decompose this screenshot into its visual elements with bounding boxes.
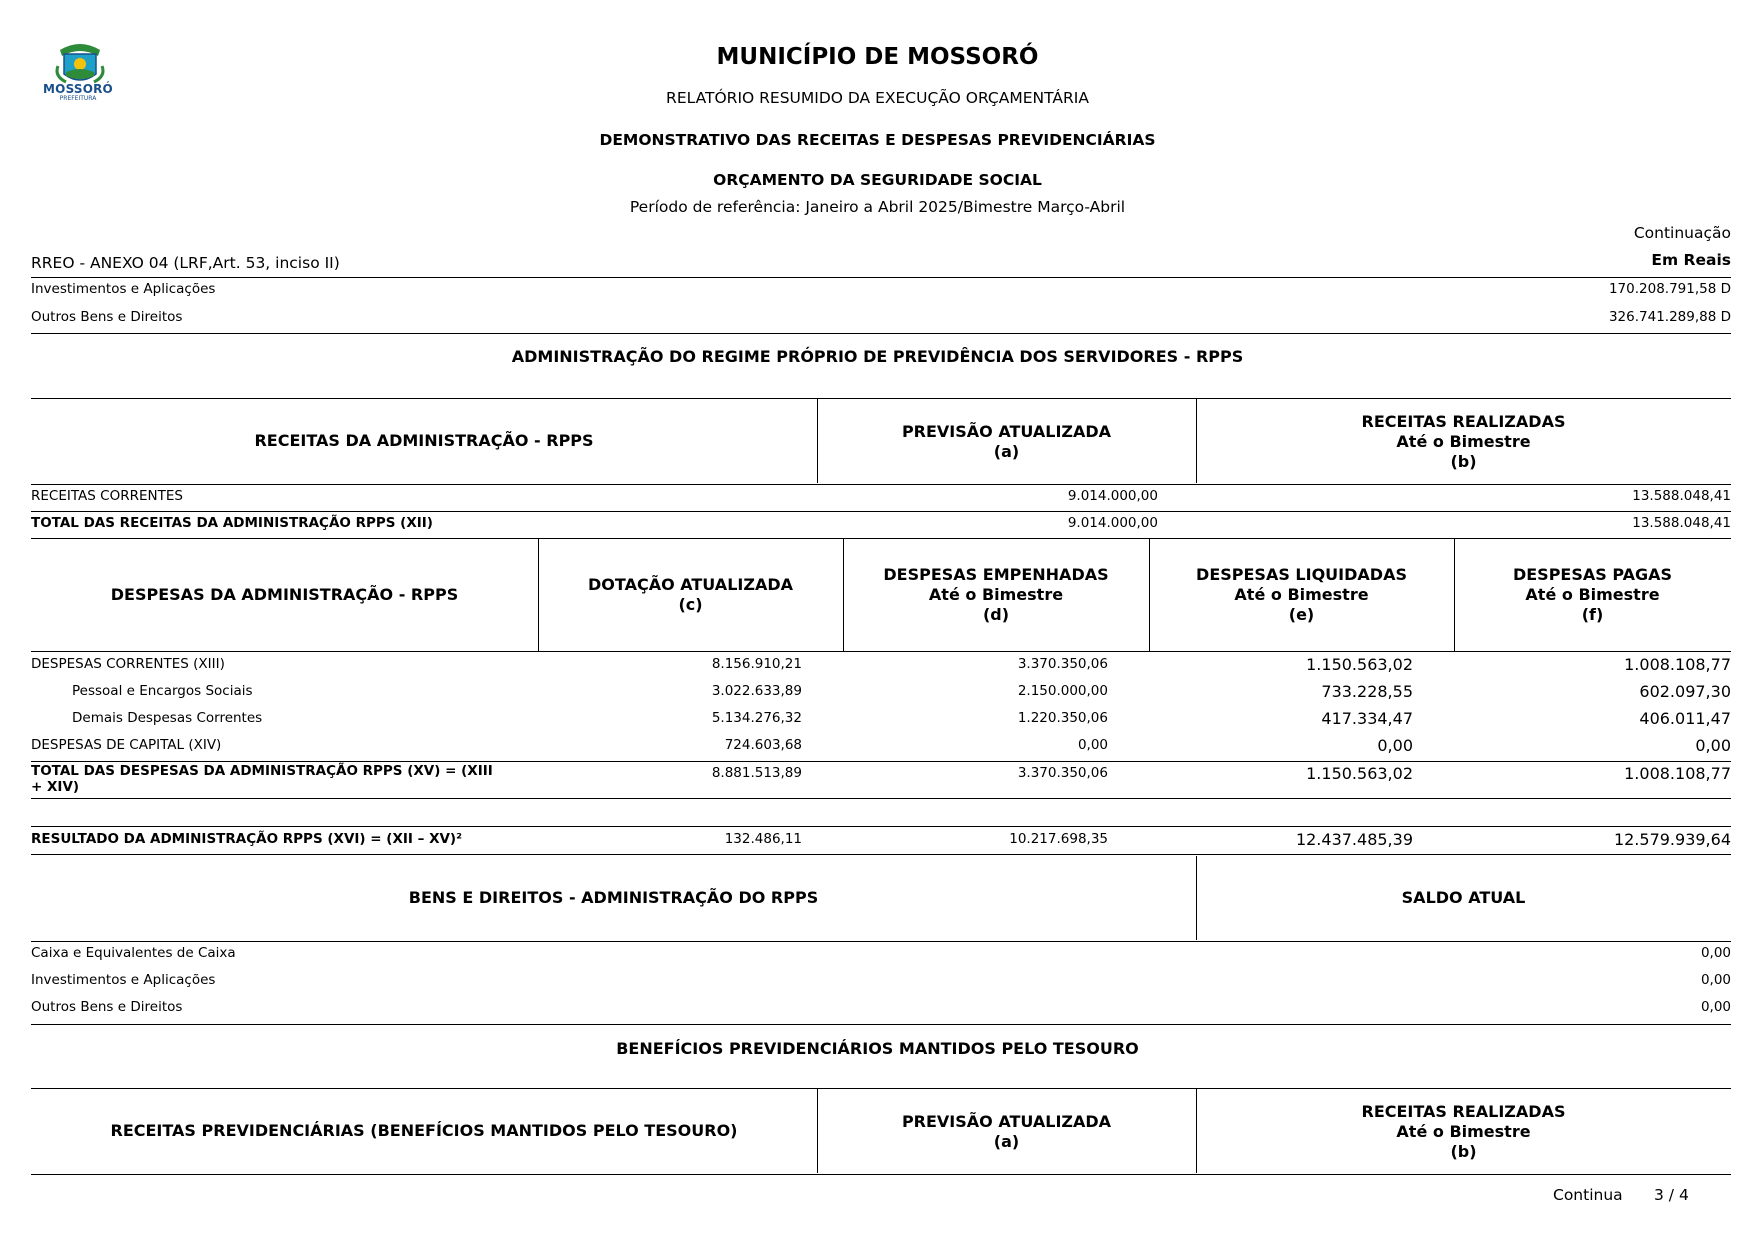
table-cell: 733.228,55 [1321,682,1413,701]
continuation-label: Continuação [1633,224,1731,242]
divider [31,484,1731,485]
table-cell: 1.150.563,02 [1306,764,1413,783]
table-cell: 0,00 [1700,945,1731,961]
expense-allocation-header: DOTAÇÃO ATUALIZADA (c) [588,575,793,614]
table-cell: 13.588.048,41 [1632,488,1731,504]
result-label: RESULTADO DA ADMINISTRAÇÃO RPPS (XVI) = (XII – XV)² [31,831,463,847]
revenue-realized-header: RECEITAS REALIZADAS Até o Bimestre (b) [1361,412,1566,471]
divider [31,941,1731,942]
revenue-col1-header: RECEITAS DA ADMINISTRAÇÃO - RPPS [254,431,594,450]
table-cell: 0,00 [1077,737,1108,753]
divider [31,651,1731,652]
table-row-label: DESPESAS DE CAPITAL (XIV) [31,737,222,753]
table-cell: 3.370.350,06 [1017,656,1108,672]
table-cell: 1.008.108,77 [1624,764,1731,783]
table-cell: 9.014.000,00 [1067,515,1158,531]
expense-col1-header: DESPESAS DA ADMINISTRAÇÃO - RPPS [110,585,459,604]
unit-label: Em Reais [1651,251,1731,269]
table-cell: 1.150.563,02 [1306,655,1413,674]
table-row-label: Investimentos e Aplicações [31,972,216,988]
table-cell: 602.097,30 [1639,682,1731,701]
table-cell: 8.156.910,21 [711,656,802,672]
table-row-label: RECEITAS CORRENTES [31,488,183,504]
table-cell: 12.437.485,39 [1295,830,1413,849]
table-row-label: Caixa e Equivalentes de Caixa [31,945,236,961]
table-cell: 406.011,47 [1639,709,1731,728]
table-cell: 1.220.350,06 [1017,710,1108,726]
page-number: 3 / 4 [1654,1186,1689,1204]
table-cell: 10.217.698,35 [1009,831,1108,847]
divider [31,854,1731,855]
table-cell: 3.370.350,06 [1017,765,1108,781]
expense-settled-header: DESPESAS LIQUIDADAS Até o Bimestre (e) [1196,565,1407,624]
table-cell: 12.579.939,64 [1613,830,1731,849]
table-row-label: TOTAL DAS RECEITAS DA ADMINISTRAÇÃO RPPS (XII) [31,515,433,531]
municipality-title: MUNICÍPIO DE MOSSORÓ [716,44,1039,70]
table-cell: 0,00 [1700,999,1731,1015]
table-cell: 2.150.000,00 [1017,683,1108,699]
assets-col1-header: BENS E DIREITOS - ADMINISTRAÇÃO DO RPPS [408,888,819,907]
divider [31,1024,1731,1025]
revenue-forecast-header: PREVISÃO ATUALIZADA (a) [901,422,1112,461]
carry-row-value: 326.741.289,88 D [1608,309,1731,325]
table-row-label: Outros Bens e Direitos [31,999,183,1015]
logo-text: MOSSORÓ [43,82,113,96]
budget-title: ORÇAMENTO DA SEGURIDADE SOCIAL [713,171,1042,189]
table-cell: 724.603,68 [724,737,802,753]
treasury-forecast-header: PREVISÃO ATUALIZADA (a) [901,1112,1112,1151]
report-title: RELATÓRIO RESUMIDO DA EXECUÇÃO ORÇAMENTÁRIA [666,89,1089,107]
carry-row-label: Investimentos e Aplicações [31,281,216,297]
divider [31,798,1731,799]
treasury-realized-header: RECEITAS REALIZADAS Até o Bimestre (b) [1361,1102,1566,1161]
table-cell: 0,00 [1695,736,1731,755]
table-cell: 1.008.108,77 [1624,655,1731,674]
table-cell: 417.334,47 [1321,709,1413,728]
divider [31,538,1731,539]
carry-row-label: Outros Bens e Direitos [31,309,183,325]
logo-subtext: PREFEITURA [59,95,97,102]
table-cell: 13.588.048,41 [1632,515,1731,531]
table-cell: 8.881.513,89 [711,765,802,781]
continues-label: Continua [1553,1186,1623,1204]
expense-paid-header: DESPESAS PAGAS Até o Bimestre (f) [1512,565,1673,624]
table-cell: 3.022.633,89 [711,683,802,699]
table-cell: 0,00 [1700,972,1731,988]
divider [31,761,1731,762]
rpps-section-title: ADMINISTRAÇÃO DO REGIME PRÓPRIO DE PREVIDÊNCIA DOS SERVIDORES - RPPS [511,347,1244,366]
table-cell: 9.014.000,00 [1067,488,1158,504]
table-total-label: TOTAL DAS DESPESAS DA ADMINISTRAÇÃO RPPS (XV) = (XIII + XIV) [31,763,493,795]
table-cell: 0,00 [1377,736,1413,755]
annex-label: RREO - ANEXO 04 (LRF,Art. 53, inciso II) [31,254,340,272]
treasury-section-title: BENEFÍCIOS PREVIDENCIÁRIOS MANTIDOS PELO TESOURO [616,1039,1139,1058]
divider [31,1088,1731,1089]
table-row-label: Demais Despesas Correntes [72,710,263,726]
table-row-label: Pessoal e Encargos Sociais [72,683,253,699]
divider [31,1174,1731,1175]
table-row-label: DESPESAS CORRENTES (XIII) [31,656,225,672]
divider [31,511,1731,512]
divider [31,826,1731,827]
treasury-col1-header: RECEITAS PREVIDENCIÁRIAS (BENEFÍCIOS MANTIDOS PELO TESOURO) [110,1121,738,1140]
carry-row-value: 170.208.791,58 D [1608,281,1731,297]
period-text: Período de referência: Janeiro a Abril 2025/Bimestre Março-Abril [629,198,1126,216]
divider [31,333,1731,334]
assets-balance-header: SALDO ATUAL [1401,888,1526,907]
table-cell: 132.486,11 [724,831,802,847]
divider [31,398,1731,399]
statement-title: DEMONSTRATIVO DAS RECEITAS E DESPESAS PREVIDENCIÁRIAS [599,131,1156,149]
expense-committed-header: DESPESAS EMPENHADAS Até o Bimestre (d) [883,565,1109,624]
divider [31,277,1731,278]
table-cell: 5.134.276,32 [711,710,802,726]
